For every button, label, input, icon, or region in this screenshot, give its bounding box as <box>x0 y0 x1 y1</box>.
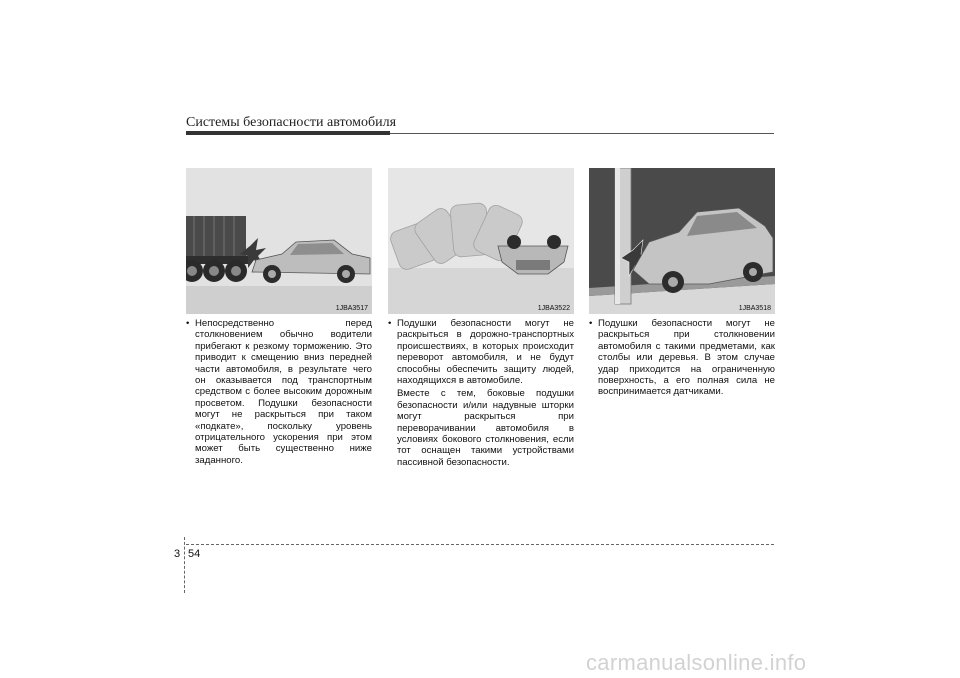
footer-rule <box>186 544 774 545</box>
section-title: Системы безопасности автомобиля <box>186 115 397 130</box>
column-text <box>186 318 372 466</box>
paragraph: Вместе с тем, боковые подушки безопасности и/или надувные шторки могут раскрыться при переворачивании автомобиля в условиях бокового столкновения, если тот оснащен такими устройствами пассивной безопасности. <box>397 388 574 468</box>
column-underride <box>186 168 372 468</box>
column-text <box>589 318 775 398</box>
figure-code: 1JBA3517 <box>335 305 368 312</box>
column-rollover <box>388 168 574 470</box>
page-number: 54 <box>188 548 201 560</box>
paragraph: • Подушки безопасности могут не раскрыться при столкновении автомобиля с такими предметами, как столбы или деревья. В этом случае удар приходится на ограниченную поверхность, а его полная сила не воспринимается датчиками. <box>589 318 775 398</box>
truck-underride-drawing <box>186 168 372 314</box>
header-rule-thin <box>390 133 774 134</box>
figure-code: 1JBA3518 <box>738 305 771 312</box>
watermark: carmanualsonline.info <box>586 650 807 675</box>
illustration-truck-underride <box>186 168 372 314</box>
paragraph: • Подушки безопасности могут не раскрыться в дорожно-транспортных происшествиях, в которых происходит переворот автомобиля, и не будут способны обеспечить защиту людей, находящихся в автомобиле. <box>388 318 574 386</box>
figure-code: 1JBA3522 <box>537 305 570 312</box>
header-rule-thick <box>186 131 390 135</box>
column-text <box>388 318 574 468</box>
illustration-pole-impact <box>589 168 775 314</box>
rollover-drawing <box>388 168 574 314</box>
footer-vertical-rule <box>184 537 185 593</box>
column-pole <box>589 168 775 400</box>
pole-impact-drawing <box>589 168 775 314</box>
paragraph: • Непосредственно перед столкновением обычно водители прибегают к резкому торможению. Это приводит к смещению вниз передней части автомобиля, в результате чего он оказывается под транспортным средством с более высоким дорожным просветом. Подушки безопасности могут не раскрыться при таком «подкате», поскольку уровень отрицательного ускорения при этом может быть существенно ниже заданного. <box>186 318 372 466</box>
chapter-number: 3 <box>174 548 181 560</box>
illustration-car-rollover <box>388 168 574 314</box>
